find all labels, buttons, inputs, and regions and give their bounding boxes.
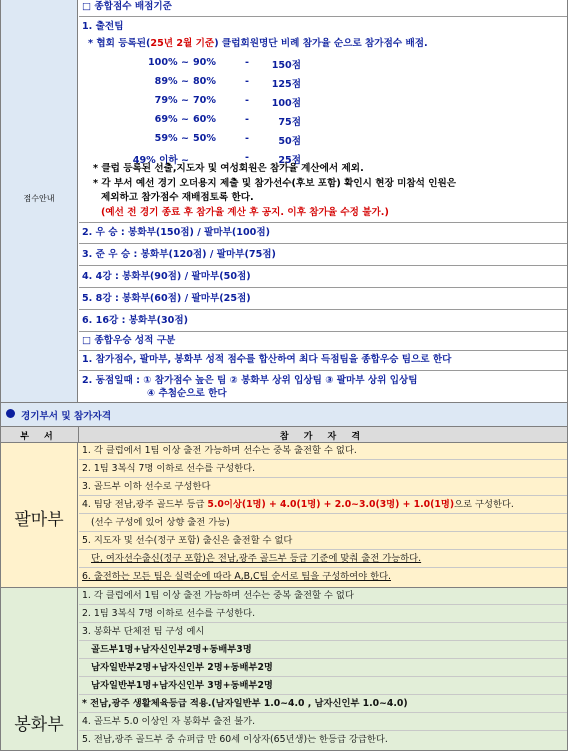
participation-note	[88, 38, 428, 50]
rule-text: 으로 구성한다.	[454, 499, 514, 510]
rate-lock-note: (예선 전 경기 종료 후 참가율 계산 후 공지. 이후 참가율 수정 불가.)	[101, 207, 389, 218]
rule-text: 단, 여자선수출신(정구 포함)은 전남,광주 골드부 등급 기준에 맞춰 출전 가능하다.	[91, 553, 422, 564]
reference-date: 25년 2월 기준	[150, 38, 215, 49]
divider	[79, 331, 567, 332]
bullet-icon	[6, 409, 15, 418]
score-criteria-heading: □ 종합점수 배점기준	[82, 1, 172, 12]
divider	[79, 370, 567, 371]
rate-points: 75점	[278, 117, 301, 128]
rate-to: 80%	[193, 76, 216, 87]
overall-heading: □ 종합우승 성적 구분	[82, 335, 176, 346]
division-column-header: 부 서	[20, 432, 59, 442]
divider	[79, 222, 567, 223]
palma-rule-row: (선수 구성에 있어 상향 출전 가능)	[79, 515, 567, 532]
winner-points: 2. 우 승 : 봉화부(150점) / 팔마부(100점)	[82, 227, 270, 238]
rate-points: 125점	[271, 79, 301, 90]
palma-division-cell	[1, 443, 78, 587]
participation-title: 1. 출전팀	[82, 21, 124, 32]
section-title-text: 경기부서 및 참가자격	[21, 411, 112, 422]
rate-from: 100% ~	[147, 57, 189, 68]
score-guide-body	[79, 0, 567, 402]
palma-rule-row: 2. 1팀 3복식 7명 이하로 선수를 구성한다.	[79, 461, 567, 478]
overall-rule: 1. 참가점수, 팔마부, 봉화부 성적 점수를 합산하여 최다 득점팀을 종합우승 팀으로 한다	[82, 354, 452, 365]
tiebreak-rule: 2. 동점일때 : ① 참가점수 높은 팀 ② 봉화부 상위 입상팀 ③ 팔마부 상위 입상팀	[82, 375, 418, 386]
note-text: ) 클럽회원명단 비례 참가율 순으로 참가점수 배점.	[214, 38, 428, 49]
divider	[79, 287, 567, 288]
rate-points: 50점	[278, 136, 301, 147]
rule-text: 4. 팀당 전남,광주 골드부 등급	[82, 499, 208, 510]
tiebreak-rule-cont: ④ 추첨순으로 한다	[147, 388, 227, 399]
rate-to: 50%	[193, 133, 216, 144]
rate-to: 90%	[193, 57, 216, 68]
rate-from: 49% 이하 ~	[132, 155, 189, 166]
palma-rule-row	[79, 497, 567, 514]
divider	[79, 265, 567, 266]
quarterfinal-points: 5. 8강 : 봉화부(60점) / 팔마부(25점)	[82, 293, 251, 304]
divider	[79, 309, 567, 310]
rate-to: 70%	[193, 95, 216, 106]
note-text: * 협회 등록된(	[88, 38, 151, 49]
dash: -	[245, 114, 249, 125]
absence-note-cont: 제외하고 참가점수 재배점토록 한다.	[101, 192, 254, 203]
runner-up-points: 3. 준 우 승 : 봉화부(120점) / 팔마부(75점)	[82, 249, 276, 260]
divider	[79, 243, 567, 244]
palma-rule-row: 1. 각 클럽에서 1팀 이상 출전 가능하며 선수는 중복 출전할 수 없다.	[79, 443, 567, 460]
bonghwa-rule-row: 5. 전남,광주 골드부 중 슈퍼급 만 60세 이상자(65년생)는 한등급 강급한다.	[82, 734, 388, 745]
bonghwa-rule-row: * 전남,광주 생활체육등급 적용.(남자일반부 1.0~4.0 , 남자신인부 1.0~4.0)	[79, 696, 567, 713]
qualification-table-header	[0, 427, 568, 443]
rate-points: 150점	[271, 60, 301, 71]
bonghwa-division-name: 봉화부	[14, 715, 64, 735]
palma-division-name: 팔마부	[14, 510, 64, 530]
bonghwa-rules	[79, 588, 567, 750]
score-guide-label: 점수안내	[23, 194, 55, 203]
palma-rule-row: 3. 골드부 이하 선수로 구성한다	[79, 479, 567, 496]
palma-division-block	[0, 443, 568, 588]
rate-points: 100점	[271, 98, 301, 109]
bonghwa-rule-row: 2. 1팀 3복식 7명 이하로 선수를 구성한다.	[79, 606, 567, 623]
round16-points: 6. 16강 : 봉화부(30점)	[82, 315, 188, 326]
dash: -	[245, 152, 249, 163]
bonghwa-rule-row: 3. 봉화부 단체전 팀 구성 예시	[79, 624, 567, 641]
palma-rule-row	[79, 551, 567, 568]
rule-text: 6. 출전하는 모든 팀은 실력순에 따라 A,B,C팀 순서로 팀을 구성하여야 한다.	[82, 571, 391, 582]
rate-from: 59% ~	[154, 133, 189, 144]
dash: -	[245, 133, 249, 144]
bonghwa-division-cell	[1, 588, 78, 750]
bonghwa-division-block	[0, 588, 568, 751]
exclusion-note: * 클럽 등록된 선출,지도자 및 여성회원은 참가율 계산에서 제외.	[93, 163, 364, 174]
divider	[79, 350, 567, 351]
rate-from: 69% ~	[154, 114, 189, 125]
bonghwa-rule-row: 1. 각 클럽에서 1팀 이상 출전 가능하며 선수는 중복 출전할 수 없다	[79, 588, 567, 605]
semifinal-points: 4. 4강 : 봉화부(90점) / 팔마부(50점)	[82, 271, 251, 282]
qualification-section-title	[0, 403, 568, 427]
bonghwa-rule-row: 골드부1명+남자신인부2명+동배부3명	[79, 642, 567, 659]
rate-from: 89% ~	[154, 76, 189, 87]
palma-rule-row: 5. 지도자 및 선수(정구 포함) 출신은 출전할 수 없다	[79, 533, 567, 550]
bonghwa-rule-row: 4. 골드부 5.0 이상인 자 봉화부 출전 불가.	[79, 714, 567, 731]
grade-composition: 5.0이상(1명) + 4.0(1명) + 2.0~3.0(3명) + 1.0(1명)	[207, 499, 455, 510]
qualification-column-header: 참 가 자 격	[279, 432, 367, 442]
bonghwa-rule-row: 남자일반부2명+남자신인부 2명+동배부2명	[79, 660, 567, 677]
absence-note: * 각 부서 예선 경기 오더용지 제출 및 참가선수(후보 포함) 확인시 현장 미참석 인원은	[93, 178, 457, 189]
palma-rules	[79, 443, 567, 587]
rate-to: 60%	[193, 114, 216, 125]
score-guide-side-cell	[1, 0, 78, 402]
rate-points: 25점	[278, 155, 301, 166]
dash: -	[245, 95, 249, 106]
palma-rule-row	[79, 569, 567, 586]
divider	[79, 16, 567, 17]
rate-from: 79% ~	[154, 95, 189, 106]
dash: -	[245, 57, 249, 68]
dash: -	[245, 76, 249, 87]
bonghwa-rule-row: 남자일반부1명+남자신인부 3명+동배부2명	[79, 678, 567, 695]
